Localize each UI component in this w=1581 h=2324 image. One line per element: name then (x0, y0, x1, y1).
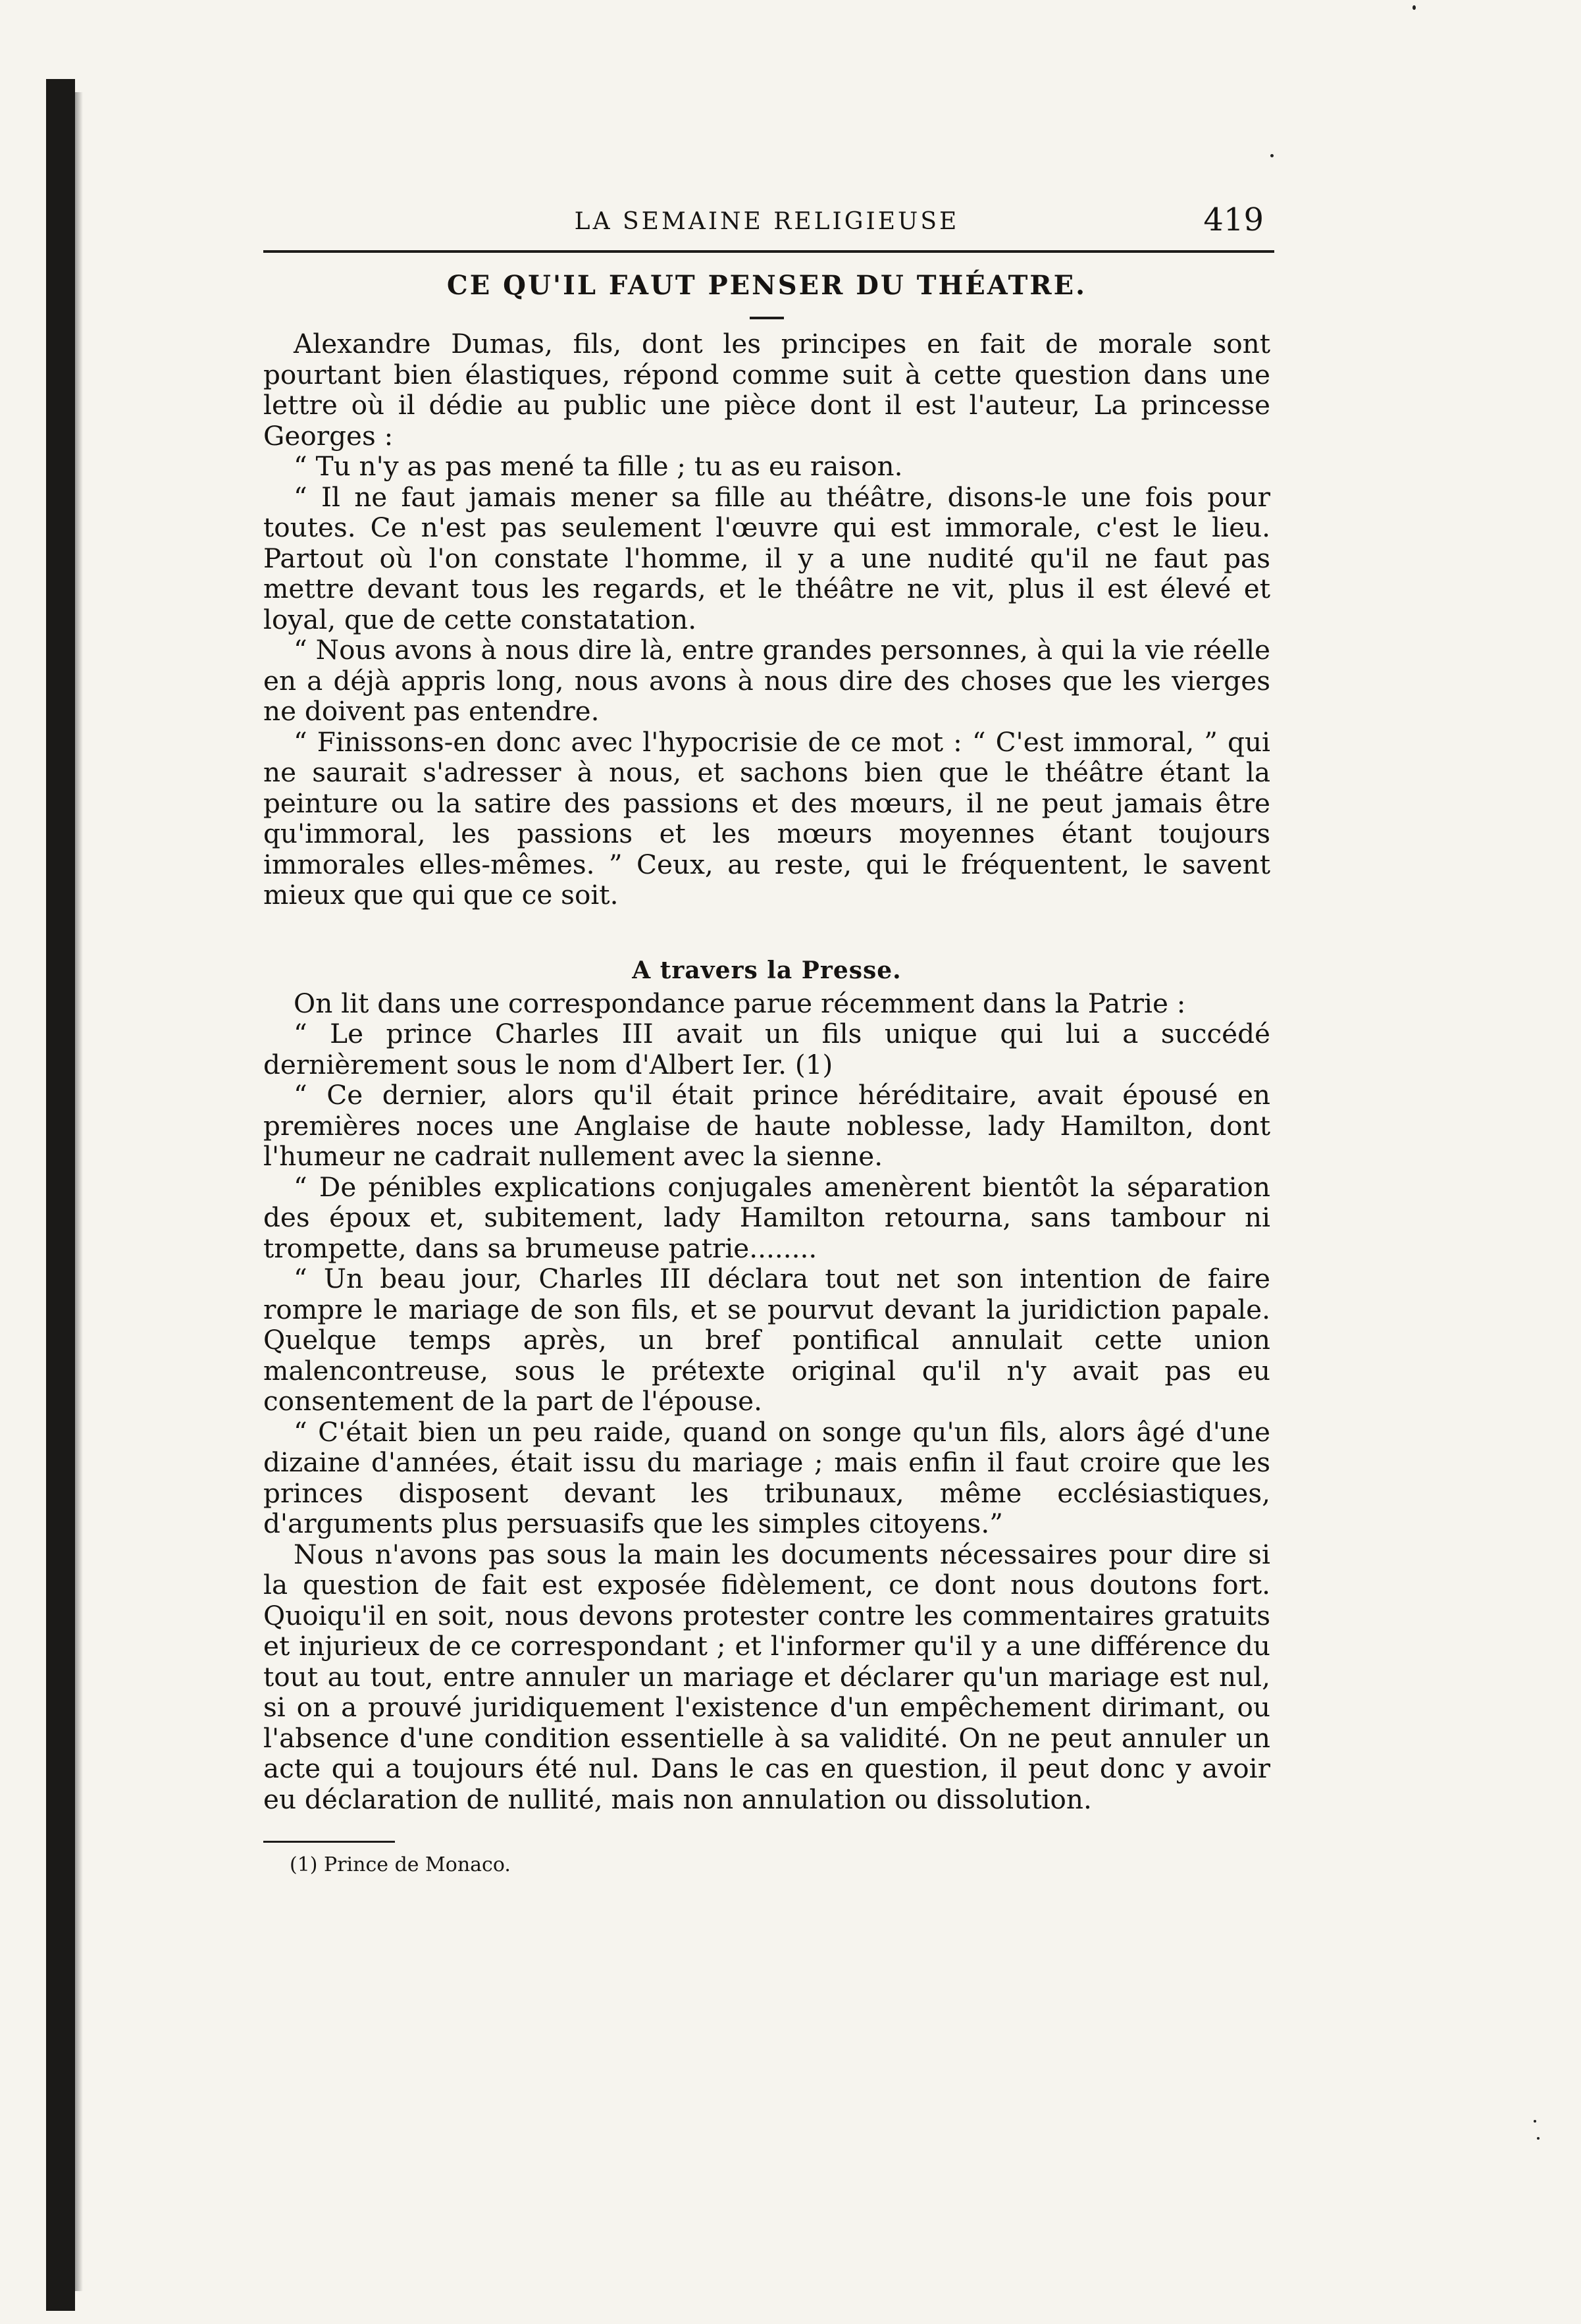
scan-speck (1413, 5, 1416, 10)
paragraph: Alexandre Dumas, fils, dont les principes en fait de morale sont pourtant bien élastiques, répond comme suit à cette question dans une lettre où il dédie au public une pièce dont il est l'auteur, La princesse Georges : (263, 328, 1270, 452)
page-binding-edge (75, 92, 83, 2291)
paragraph: Nous n'avons pas sous la main les documents nécessaires pour dire si la question de fait est exposée fidèlement, ce dont nous doutons fort. Quoiqu'il en soit, nous devons protester contre les commentaires gratuits et injurieux de ce correspondant ; et l'informer qu'il y a une différence du tout au tout, entre annuler un mariage et déclarer qu'un mariage est nul, si on a prouvé juridiquement l'existence d'un empêchement dirimant, ou l'absence d'une condition essentielle à sa validité. On ne peut annuler un acte qui a toujours été nul. Dans le cas en question, il peut donc y avoir eu déclaration de nullité, mais non annulation ou dissolution. (263, 1538, 1270, 1815)
paragraph: “ Il ne faut jamais mener sa fille au théâtre, disons-le une fois pour toutes. Ce n'est pas seulement l'œuvre qui est immorale, c'est le lieu. Partout où l'on constate l'homme, il y a une nudité qu'il ne faut pas mettre devant tous les regards, et le théâtre ne vit, plus il est élevé et loyal, que de cette constatation. (263, 481, 1270, 635)
paragraph: “ Un beau jour, Charles III déclara tout net son intention de faire rompre le mariage de son fils, et se pourvut devant la juridiction papale. Quelque temps après, un bref pontifical annulait cette union malencontreuse, sous le prétexte original qu'il n'y avait pas eu consentement de la part de l'épouse. (263, 1263, 1270, 1417)
paragraph: “ De pénibles explications conjugales amenèrent bientôt la séparation des époux et, subitement, lady Hamilton retourna, sans tambour ni trompette, dans sa brumeuse patrie........ (263, 1171, 1270, 1264)
paragraph: “ Nous avons à nous dire là, entre grandes personnes, à qui la vie réelle en a déjà appris long, nous avons à nous dire des choses que les vierges ne doivent pas entendre. (263, 634, 1270, 727)
header-rule (263, 250, 1274, 253)
article-title-presse: A travers la Presse. (632, 956, 902, 984)
document-page (263, 191, 1270, 2232)
page-number: 419 (1203, 201, 1264, 238)
scan-speck (1270, 154, 1274, 157)
paragraph: “ Finissons-en donc avec l'hypocrisie de ce mot : “ C'est immoral, ” qui ne saurait s'adresser à nous, et sachons bien que le théâtre étant la peinture ou la satire des passions et des mœurs, il ne peut jamais être qu'immoral, les passions et les mœurs moyennes étant toujours immorales elles-mêmes. ” Ceux, au reste, qui le fréquentent, le savent mieux que qui que ce soit. (263, 726, 1270, 911)
paragraph: “ C'était bien un peu raide, quand on songe qu'un fils, alors âgé d'une dizaine d'années, était issu du mariage ; mais enfin il faut croire que les princes disposent devant les tribunaux, même ecclésiastiques, d'arguments plus persuasifs que les simples citoyens.” (263, 1415, 1270, 1539)
paragraph: “ Tu n'y as pas mené ta fille ; tu as eu raison. (294, 450, 903, 482)
paragraph: “ Ce dernier, alors qu'il était prince héréditaire, avait épousé en premières noces une Anglaise de haute noblesse, lady Hamilton, dont l'humeur ne cadrait nullement avec la sienne. (263, 1079, 1270, 1172)
paragraph: “ Le prince Charles III avait un fils unique qui lui a succédé dernièrement sous le nom d'Albert Ier. (1) (263, 1018, 1270, 1080)
scan-speck (1537, 2137, 1540, 2140)
footnote: (1) Prince de Monaco. (290, 1853, 511, 1876)
footnote-rule (263, 1841, 395, 1843)
running-head (263, 191, 1270, 250)
title-dash (750, 317, 784, 319)
paragraph: On lit dans une correspondance parue récemment dans la Patrie : (294, 987, 1186, 1019)
journal-title: LA SEMAINE RELIGIEUSE (574, 208, 960, 235)
article-title-theatre: CE QU'IL FAUT PENSER DU THÉATRE. (446, 270, 1087, 301)
page-binding-shadow (46, 79, 75, 2311)
scan-speck (1534, 2120, 1536, 2123)
